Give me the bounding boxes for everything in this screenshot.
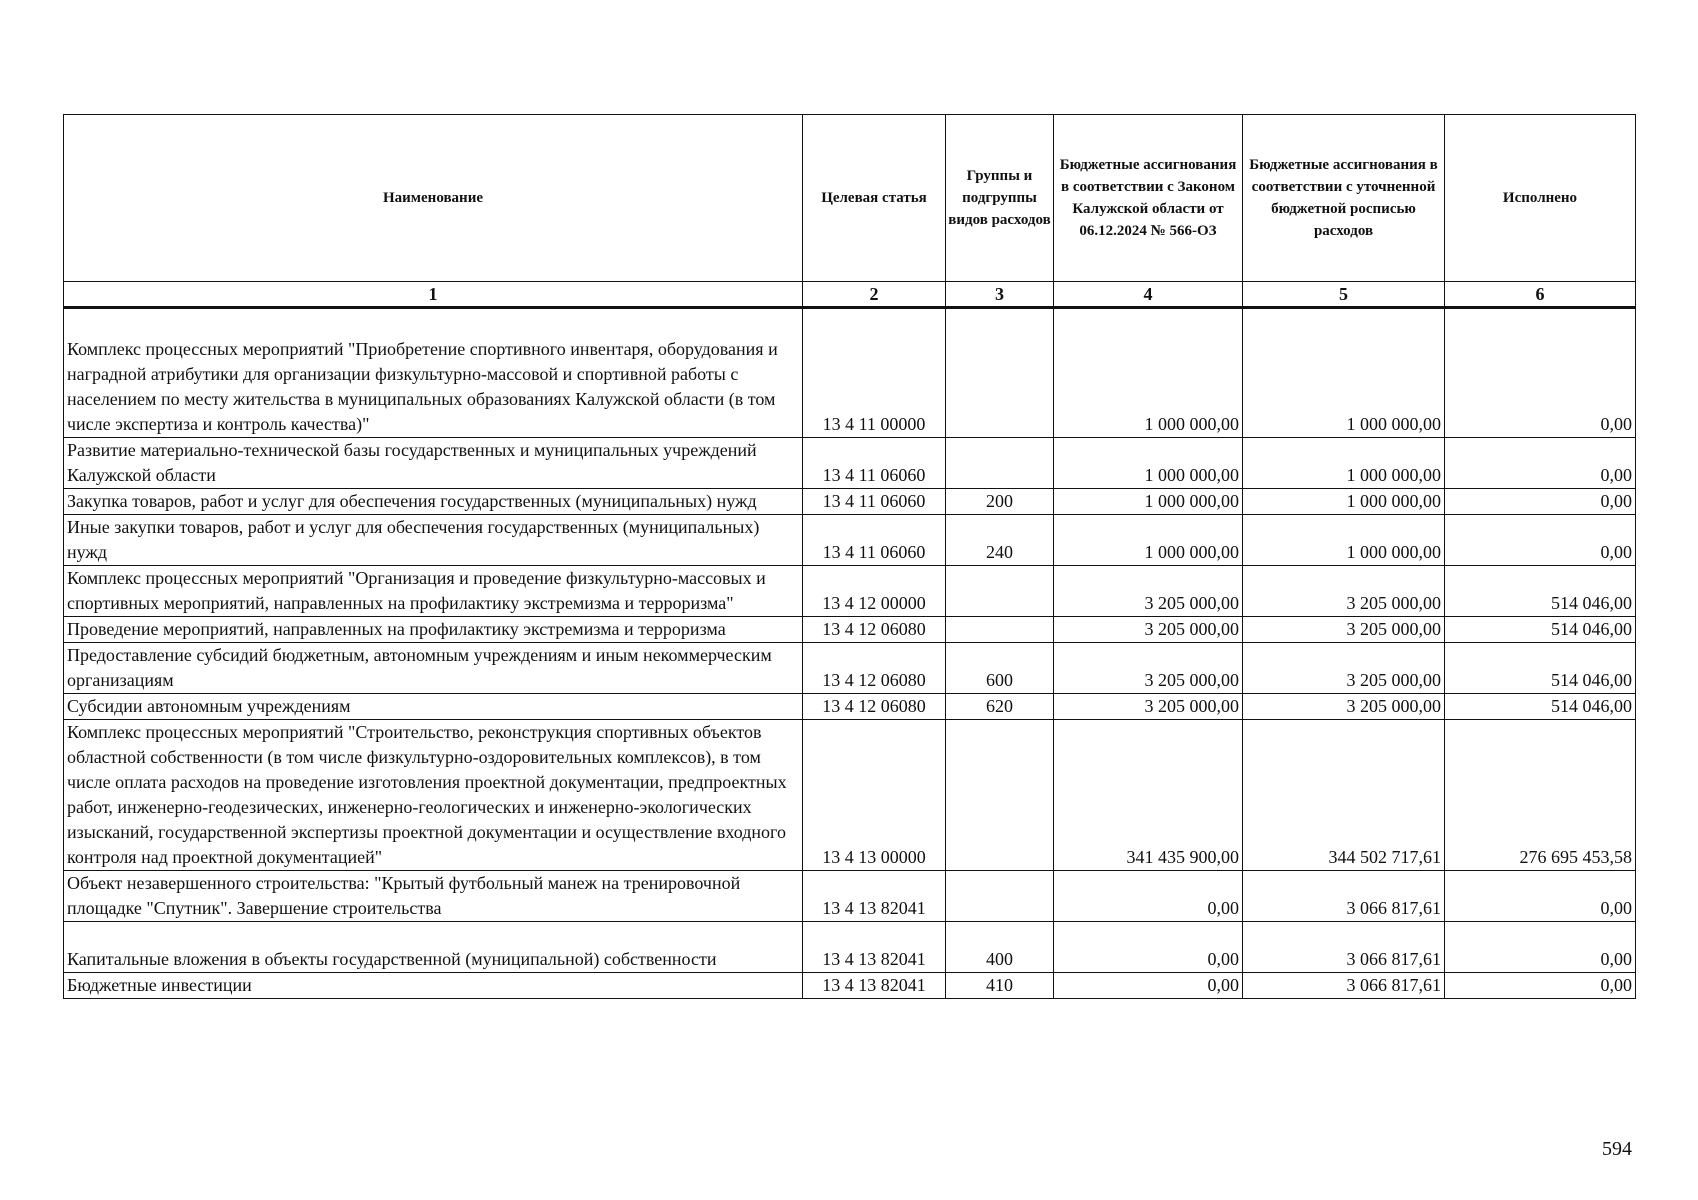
row-law-amount: 3 205 000,00 [1054, 643, 1243, 694]
table-row [64, 438, 1636, 489]
row-expense-group [946, 617, 1054, 643]
row-refined-amount: 344 502 717,61 [1243, 720, 1445, 871]
row-executed-amount: 0,00 [1445, 973, 1636, 999]
row-law-amount: 0,00 [1054, 871, 1243, 922]
row-name: Объект незавершенного строительства: "Крытый футбольный манеж на тренировочной площадке "Спутник". Завершение строительства [64, 871, 803, 922]
row-executed-amount: 0,00 [1445, 308, 1636, 438]
header-target-article: Целевая статья [803, 115, 946, 282]
row-law-amount: 0,00 [1054, 922, 1243, 973]
row-expense-group: 400 [946, 922, 1054, 973]
row-target-article: 13 4 13 82041 [803, 871, 946, 922]
row-law-amount: 1 000 000,00 [1054, 308, 1243, 438]
row-law-amount: 0,00 [1054, 973, 1243, 999]
header-expense-group: Группы и подгруппы видов расходов [946, 115, 1054, 282]
row-name: Предоставление субсидий бюджетным, автономным учреждениям и иным некоммерческим организациям [64, 643, 803, 694]
row-executed-amount: 0,00 [1445, 438, 1636, 489]
column-number: 2 [803, 282, 946, 308]
row-law-amount: 1 000 000,00 [1054, 515, 1243, 566]
column-number: 1 [64, 282, 803, 308]
row-executed-amount: 514 046,00 [1445, 694, 1636, 720]
table-row [64, 643, 1636, 694]
row-executed-amount: 0,00 [1445, 515, 1636, 566]
header-row [64, 115, 1636, 282]
row-expense-group: 410 [946, 973, 1054, 999]
row-name: Комплекс процессных мероприятий "Организация и проведение физкультурно-массовых и спортивных мероприятий, направленных на профилактику экстремизма и терроризма" [64, 566, 803, 617]
row-executed-amount: 514 046,00 [1445, 617, 1636, 643]
row-expense-group [946, 871, 1054, 922]
table-header [64, 115, 1636, 308]
row-expense-group [946, 308, 1054, 438]
table-row [64, 720, 1636, 871]
row-law-amount: 1 000 000,00 [1054, 438, 1243, 489]
row-expense-group [946, 720, 1054, 871]
row-target-article: 13 4 12 06080 [803, 643, 946, 694]
table-row [64, 617, 1636, 643]
row-refined-amount: 3 205 000,00 [1243, 643, 1445, 694]
row-target-article: 13 4 12 00000 [803, 566, 946, 617]
row-refined-amount: 1 000 000,00 [1243, 515, 1445, 566]
row-law-amount: 3 205 000,00 [1054, 694, 1243, 720]
row-target-article: 13 4 13 82041 [803, 973, 946, 999]
column-number: 5 [1243, 282, 1445, 308]
table-row [64, 566, 1636, 617]
row-refined-amount: 1 000 000,00 [1243, 438, 1445, 489]
row-name: Комплекс процессных мероприятий "Строительство, реконструкция спортивных объектов областной собственности (в том числе физкультурно-оздоровительных комплексов), в том числе оплата расходов на проведение изготовления проектной документации, предпроектных работ, инженерно-геодезических, инженерно-геологических и инженерно-экологических изысканий, государственной экспертизы проектной документации и осуществление входного контроля над проектной документацией" [64, 720, 803, 871]
header-executed: Исполнено [1445, 115, 1636, 282]
row-target-article: 13 4 12 06080 [803, 617, 946, 643]
row-name: Комплекс процессных мероприятий "Приобретение спортивного инвентаря, оборудования и наградной атрибутики для организации физкультурно-массовой и спортивной работы с населением по месту жительства в муниципальных образованиях Калужской области (в том числе экспертиза и контроль качества)" [64, 308, 803, 438]
row-name: Закупка товаров, работ и услуг для обеспечения государственных (муниципальных) нужд [64, 489, 803, 515]
row-executed-amount: 0,00 [1445, 489, 1636, 515]
table-row [64, 694, 1636, 720]
column-number: 4 [1054, 282, 1243, 308]
row-expense-group: 240 [946, 515, 1054, 566]
row-target-article: 13 4 11 00000 [803, 308, 946, 438]
column-number-row [64, 282, 1636, 308]
page-number: 594 [1602, 1138, 1632, 1160]
row-target-article: 13 4 11 06060 [803, 489, 946, 515]
row-target-article: 13 4 11 06060 [803, 438, 946, 489]
row-target-article: 13 4 11 06060 [803, 515, 946, 566]
header-law-appropriations: Бюджетные ассигнования в соответствии с Законом Калужской области от 06.12.2024 № 566-ОЗ [1054, 115, 1243, 282]
row-name: Капитальные вложения в объекты государственной (муниципальной) собственности [64, 922, 803, 973]
column-number: 6 [1445, 282, 1636, 308]
row-name: Развитие материально-технической базы государственных и муниципальных учреждений Калужской области [64, 438, 803, 489]
table-row [64, 489, 1636, 515]
row-name: Субсидии автономным учреждениям [64, 694, 803, 720]
row-expense-group: 620 [946, 694, 1054, 720]
table-row [64, 515, 1636, 566]
row-target-article: 13 4 13 00000 [803, 720, 946, 871]
table-row [64, 973, 1636, 999]
table-row [64, 922, 1636, 973]
row-law-amount: 341 435 900,00 [1054, 720, 1243, 871]
row-law-amount: 3 205 000,00 [1054, 617, 1243, 643]
row-target-article: 13 4 13 82041 [803, 922, 946, 973]
row-refined-amount: 1 000 000,00 [1243, 308, 1445, 438]
row-expense-group [946, 438, 1054, 489]
row-law-amount: 1 000 000,00 [1054, 489, 1243, 515]
row-name: Проведение мероприятий, направленных на профилактику экстремизма и терроризма [64, 617, 803, 643]
row-refined-amount: 3 066 817,61 [1243, 973, 1445, 999]
row-name: Иные закупки товаров, работ и услуг для обеспечения государственных (муниципальных) нужд [64, 515, 803, 566]
row-refined-amount: 3 205 000,00 [1243, 566, 1445, 617]
header-name: Наименование [64, 115, 803, 282]
row-name: Бюджетные инвестиции [64, 973, 803, 999]
table-row [64, 308, 1636, 438]
column-number: 3 [946, 282, 1054, 308]
row-executed-amount: 276 695 453,58 [1445, 720, 1636, 871]
budget-table [63, 114, 1636, 999]
row-refined-amount: 3 205 000,00 [1243, 694, 1445, 720]
row-executed-amount: 514 046,00 [1445, 643, 1636, 694]
row-expense-group: 200 [946, 489, 1054, 515]
row-refined-amount: 1 000 000,00 [1243, 489, 1445, 515]
row-executed-amount: 0,00 [1445, 871, 1636, 922]
table-row [64, 871, 1636, 922]
header-refined-appropriations: Бюджетные ассигнования в соответствии с уточненной бюджетной росписью расходов [1243, 115, 1445, 282]
row-executed-amount: 514 046,00 [1445, 566, 1636, 617]
table-body [64, 308, 1636, 999]
row-expense-group: 600 [946, 643, 1054, 694]
row-expense-group [946, 566, 1054, 617]
row-refined-amount: 3 066 817,61 [1243, 922, 1445, 973]
row-refined-amount: 3 066 817,61 [1243, 871, 1445, 922]
row-refined-amount: 3 205 000,00 [1243, 617, 1445, 643]
row-law-amount: 3 205 000,00 [1054, 566, 1243, 617]
row-executed-amount: 0,00 [1445, 922, 1636, 973]
row-target-article: 13 4 12 06080 [803, 694, 946, 720]
